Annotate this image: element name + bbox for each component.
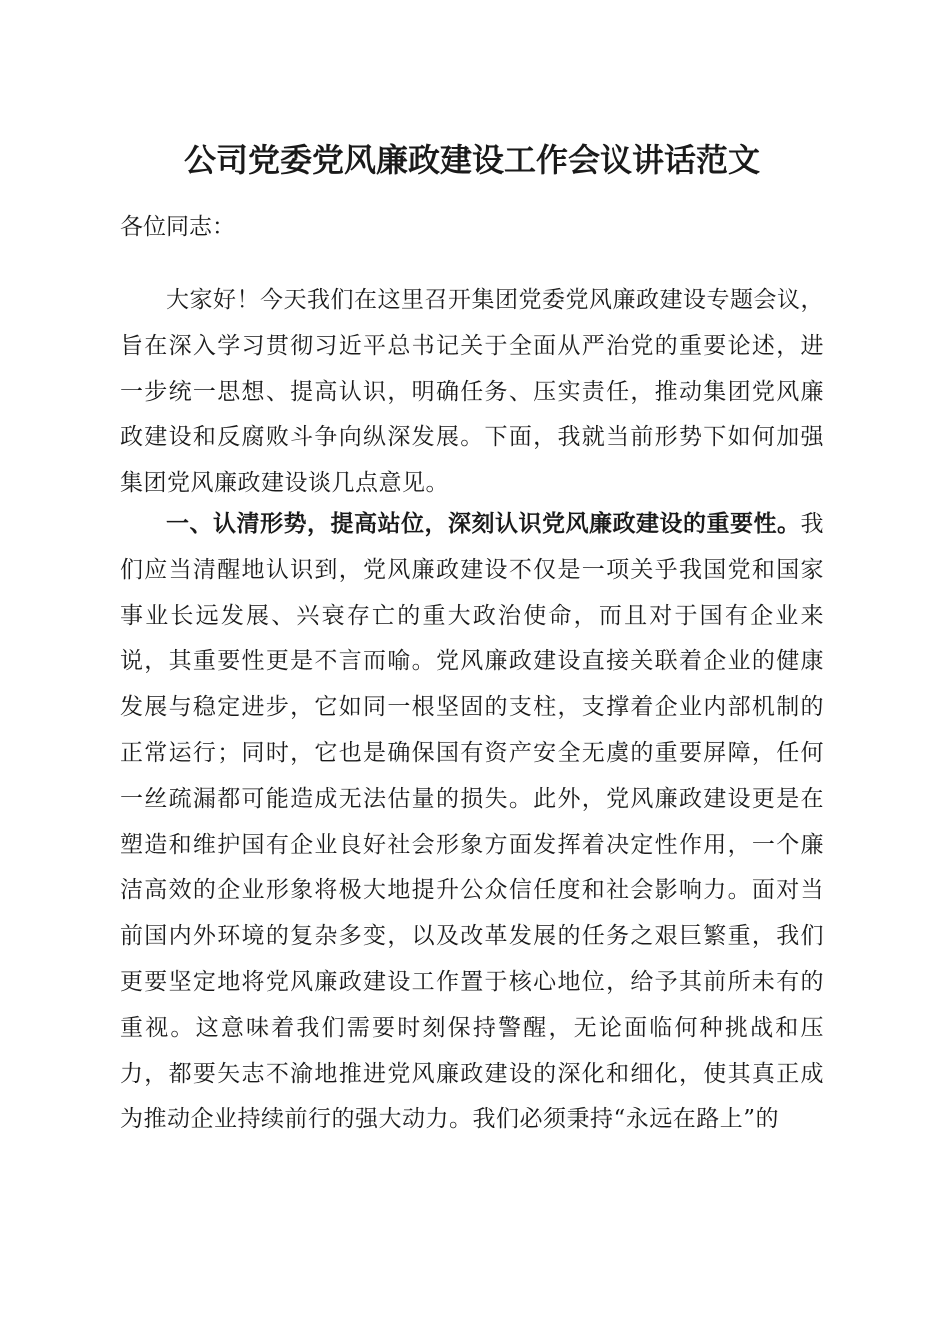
paragraph-text: 大家好！今天我们在这里召开集团党委党风廉政建设专题会议，旨在深入学习贯彻习近平总书记关于全面从严治党的重要论述，进一步统一思想、提高认识，明确任务、压实责任，推动集团党风廉政建设和反腐败斗争向纵深发展。下面，我就当前形势下如何加强集团党风廉政建设谈几点意见。: [120, 287, 824, 497]
paragraph-opening: [120, 278, 824, 507]
paragraph-section-one: [120, 501, 824, 1143]
salutation: 各位同志：: [120, 214, 235, 240]
section-heading: 一、认清形势，提高站位，深刻认识党风廉政建设的重要性。: [166, 510, 801, 537]
paragraph-text: 我们应当清醒地认识到，党风廉政建设不仅是一项关乎我国党和国家事业长远发展、兴衰存亡的重大政治使命，而且对于国有企业来说，其重要性更是不言而喻。党风廉政建设直接关联着企业的健康发展与稳定进步，它如同一根坚固的支柱，支撑着企业内部机制的正常运行；同时，它也是确保国有资产安全无虞的重要屏障，任何一丝疏漏都可能造成无法估量的损失。此外，党风廉政建设更是在塑造和维护国有企业良好社会形象方面发挥着决定性作用，一个廉洁高效的企业形象将极大地提升公众信任度和社会影响力。面对当前国内外环境的复杂多变，以及改革发展的任务之艰巨繁重，我们更要坚定地将党风廉政建设工作置于核心地位，给予其前所未有的重视。这意味着我们需要时刻保持警醒，无论面临何种挑战和压力，都要矢志不渝地推进党风廉政建设的深化和细化，使其真正成为推动企业持续前行的强大动力。我们必须秉持“永远在路上”的: [120, 511, 824, 1133]
document-title: 公司党委党风廉政建设工作会议讲话范文: [183, 141, 760, 179]
